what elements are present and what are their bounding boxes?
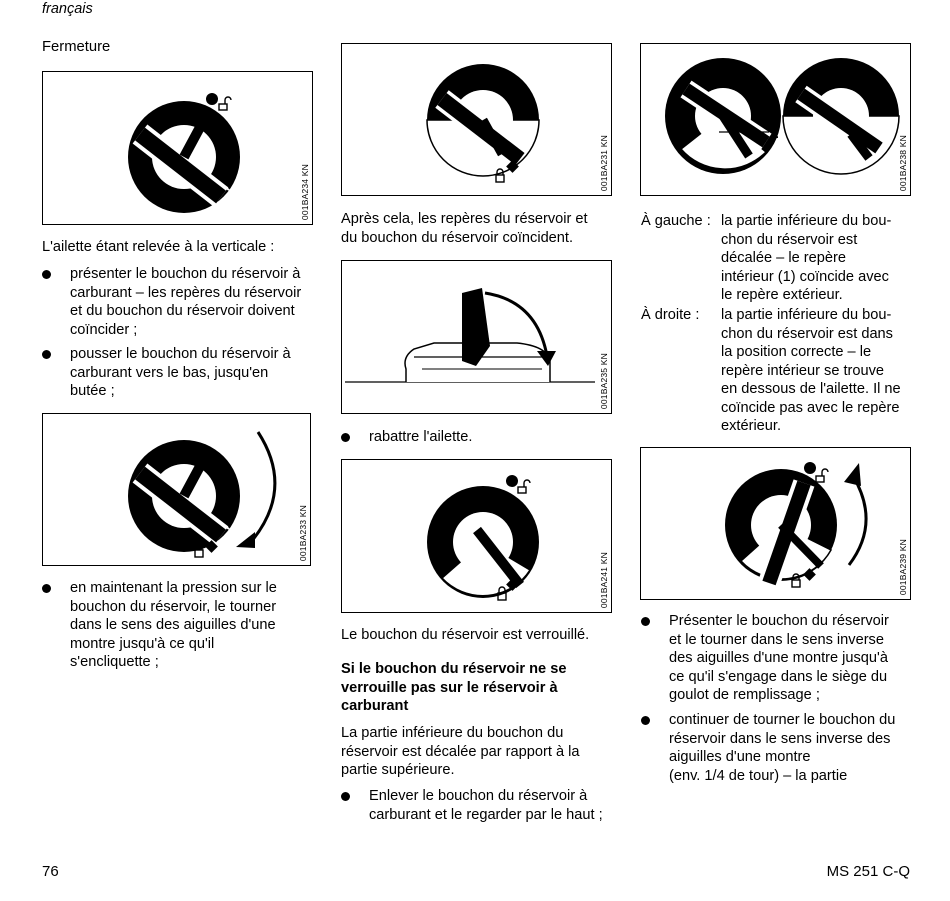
- text-line: Présenter le bouchon du réservoir: [669, 613, 889, 629]
- cap-illustration: [641, 448, 912, 601]
- paragraph: Le bouchon du réservoir est verrouillé.: [341, 627, 590, 643]
- locked-dot-icon: [206, 93, 218, 105]
- text-line: coïncide pas avec le repère: [721, 399, 900, 416]
- text-line: chon du réservoir est: [721, 231, 858, 248]
- text-line: et le tourner dans le sens inverse: [669, 631, 884, 648]
- text-line: rabattre l'ailette.: [369, 429, 473, 445]
- text-line: en maintenant la pression sur le: [70, 580, 277, 596]
- text-line: chon du réservoir est dans: [721, 325, 893, 342]
- counterclockwise-arrow-icon: [849, 476, 866, 565]
- page-number: 76: [42, 863, 59, 880]
- text-line: en dessous de l'ailette. Il ne: [721, 381, 901, 397]
- cap-side-illustration: [342, 261, 613, 415]
- text-line: Si le bouchon du réservoir ne se: [341, 661, 567, 677]
- text-line: carburant et le regarder par le haut ;: [369, 806, 603, 823]
- cap-illustration: [43, 72, 314, 226]
- locked-dot-icon: [804, 462, 816, 474]
- text-line: aiguilles d'une montre: [669, 749, 811, 765]
- bullet-dot-icon: [341, 433, 350, 442]
- text-line: carburant – les repères du réservoir: [70, 284, 302, 301]
- text-line: partie supérieure.: [341, 762, 455, 778]
- bullet-dot-icon: [641, 716, 650, 725]
- definition-label: À gauche :: [641, 213, 711, 229]
- text-line: Après cela, les repères du réservoir et: [341, 211, 588, 227]
- figure-code: 001BA233 KN: [298, 504, 308, 561]
- figure-code: 001BA234 KN: [300, 163, 310, 220]
- text-line: pousser le bouchon du réservoir à: [70, 346, 291, 362]
- bullet-dot-icon: [42, 270, 51, 279]
- figure-code: 001BA239 KN: [898, 538, 908, 595]
- callout-number: 1: [769, 123, 779, 142]
- text-line: bouchon du réservoir, le tourner: [70, 598, 277, 615]
- definition-text: [721, 212, 913, 305]
- text-line: dans le sens des aiguilles d'une: [70, 617, 276, 633]
- text-line: montre jusqu'à ce qu'il: [70, 635, 215, 652]
- locked-dot-icon: [506, 475, 518, 487]
- subheading: [341, 660, 621, 716]
- text-line: goulot de remplissage ;: [669, 687, 820, 703]
- text-line: réservoir est décalée par rapport à la: [341, 743, 580, 760]
- paragraph: [341, 210, 621, 247]
- figure-code: 001BA235 KN: [599, 352, 609, 409]
- text-line: extérieur.: [721, 418, 782, 434]
- text-line: intérieur (1) coïncide avec: [721, 268, 889, 285]
- text-line: repère intérieur se trouve: [721, 362, 885, 379]
- definition-text: [721, 306, 913, 436]
- text-line: décalée – le repère: [721, 250, 846, 266]
- text-line: s'encliquette ;: [70, 654, 159, 670]
- cap-illustration: [43, 414, 312, 567]
- clockwise-arrow-icon: [251, 432, 275, 542]
- paragraph: [341, 724, 621, 780]
- figure-cap-closing-2: [42, 413, 311, 566]
- bullet-dot-icon: [641, 617, 650, 626]
- bullet-dot-icon: [42, 350, 51, 359]
- unlock-icon: [816, 469, 828, 482]
- text-line: ce qu'il s'engage dans le siège du: [669, 668, 888, 685]
- cap-comparison-illustration: [641, 44, 912, 197]
- text-line: Enlever le bouchon du réservoir à: [369, 788, 588, 804]
- cap-illustration: [342, 460, 613, 614]
- figure-cap-locked: [341, 459, 612, 613]
- figure-code: 001BA238 KN: [898, 134, 908, 191]
- text-line: (env. 1/4 de tour) – la partie: [669, 767, 848, 784]
- figure-cap-counterclockwise: [640, 447, 911, 600]
- text-line: butée ;: [70, 383, 115, 399]
- figure-cap-comparison: [640, 43, 911, 196]
- text-line: La partie inférieure du bouchon du: [341, 725, 564, 741]
- model-label: MS 251 C-Q: [826, 863, 910, 880]
- language-label: français: [42, 1, 93, 17]
- text-line: la partie inférieure du bou-: [721, 213, 892, 229]
- figure-fold-wing: [341, 260, 612, 414]
- figure-code: 001BA241 KN: [599, 551, 609, 608]
- text-line: verrouille pas sur le réservoir à: [341, 679, 558, 696]
- figure-cap-aligned: [341, 43, 612, 196]
- unlock-icon: [518, 480, 530, 493]
- bullet-dot-icon: [341, 792, 350, 801]
- text-line: carburant: [341, 698, 409, 714]
- bullet-dot-icon: [42, 584, 51, 593]
- text-line: carburant vers le bas, jusqu'en: [70, 364, 269, 381]
- text-line: la position correcte – le: [721, 344, 872, 360]
- figure-cap-closing-1: [42, 71, 313, 225]
- text-line: du bouchon du réservoir coïncident.: [341, 229, 574, 246]
- text-line: présenter le bouchon du réservoir à: [70, 266, 301, 282]
- text-line: et du bouchon du réservoir doivent: [70, 303, 295, 319]
- text-line: réservoir dans le sens inverse des: [669, 730, 891, 747]
- figure-code: 001BA231 KN: [599, 134, 609, 191]
- unlock-icon: [219, 97, 231, 110]
- text-line: continuer de tourner le bouchon du: [669, 712, 896, 728]
- section-title: Fermeture: [42, 39, 111, 55]
- intro-text: L'ailette étant relevée à la verticale :: [42, 239, 275, 255]
- text-line: coïncider ;: [70, 321, 138, 338]
- text-line: des aiguilles d'une montre jusqu'à: [669, 650, 888, 666]
- definition-label: À droite :: [641, 307, 700, 323]
- cap-illustration: [342, 44, 613, 197]
- text-line: le repère extérieur.: [721, 287, 843, 303]
- text-line: la partie inférieure du bou-: [721, 307, 892, 323]
